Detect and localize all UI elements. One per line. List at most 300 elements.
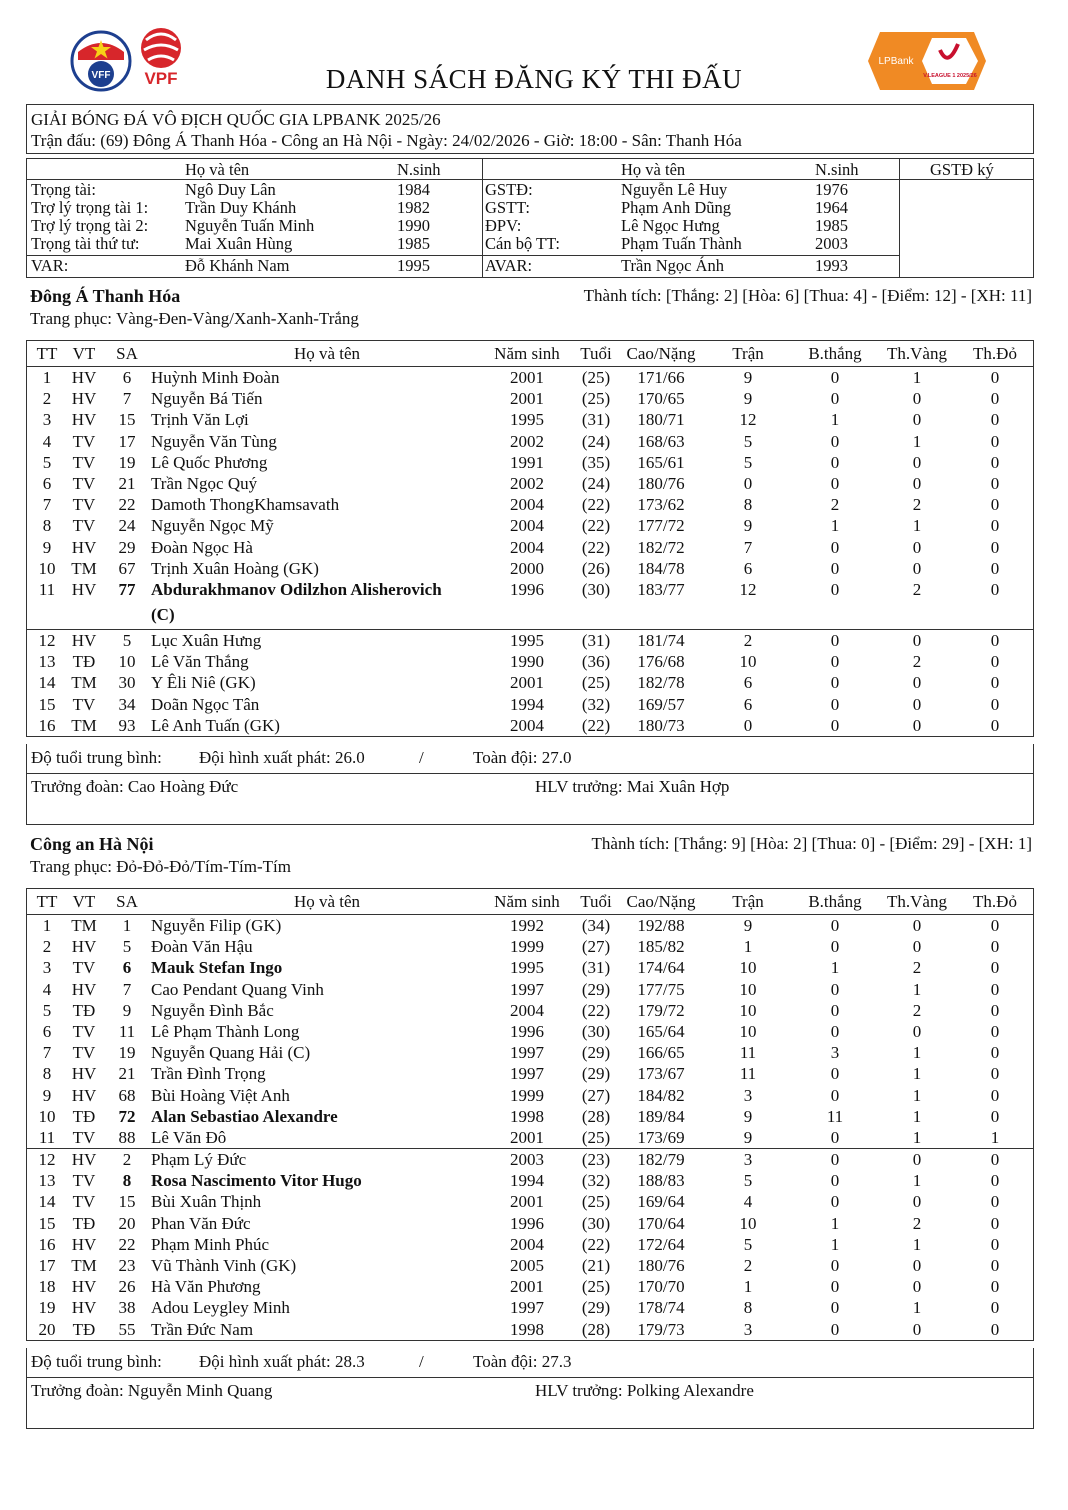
player-age: (25): [581, 673, 611, 693]
player-vt: TV: [72, 495, 96, 515]
player-name: Damoth ThongKhamsavath: [151, 495, 340, 515]
player-age: (21): [581, 1256, 611, 1275]
player-vt: TV: [72, 431, 96, 451]
player-red: 0: [990, 579, 1000, 599]
player-yellow: 1: [912, 368, 922, 387]
player-matches: 5: [743, 452, 753, 472]
player-goals: 0: [830, 579, 840, 599]
player-yellow: 0: [912, 473, 922, 493]
player-goals: 0: [830, 1127, 840, 1147]
player-age: (25): [581, 368, 611, 387]
player-yellow: 0: [912, 1150, 922, 1170]
player-red: 0: [990, 694, 1000, 714]
player-age: (31): [581, 631, 611, 651]
player-hw: 179/72: [637, 1000, 685, 1020]
player-age: (34): [581, 916, 611, 935]
player-goals: 0: [830, 673, 840, 693]
player-vt: HV: [71, 368, 97, 387]
starter-row: [27, 1127, 1033, 1148]
player-hw: 182/79: [637, 1150, 685, 1170]
player-goals: 0: [830, 652, 840, 672]
player-matches: 9: [743, 389, 753, 409]
player-hw: 165/61: [637, 452, 685, 472]
player-vt: TĐ: [72, 1213, 96, 1233]
player-tt: 20: [38, 1319, 56, 1339]
column-header-sa: SA: [116, 892, 138, 911]
player-name: Trần Đức Nam: [151, 1319, 254, 1339]
player-vt: TV: [72, 1192, 96, 1212]
official-birth: 1995: [397, 256, 430, 275]
player-birth: 1997: [510, 1043, 544, 1063]
player-yellow: 1: [912, 1085, 922, 1105]
official-name: Trần Duy Khánh: [185, 198, 297, 217]
official-name: Trần Ngọc Ánh: [621, 256, 724, 275]
official-birth: 1985: [815, 216, 848, 235]
team-1-roster: [26, 340, 1034, 737]
player-tt: 3: [42, 958, 52, 978]
avg-age-team: Toàn đội: 27.3: [473, 1352, 572, 1371]
player-hw: 173/62: [637, 495, 685, 515]
officials-header-name-right: Họ và tên: [621, 160, 686, 179]
starter-row: [27, 388, 1033, 409]
player-matches: 10: [739, 958, 757, 978]
player-name: Lê Văn Đô: [151, 1127, 227, 1147]
player-sa: 55: [118, 1319, 136, 1339]
player-birth: 2000: [510, 558, 544, 578]
player-tt: 2: [42, 389, 52, 409]
player-hw: 169/57: [637, 694, 685, 714]
player-tt: 10: [38, 1106, 56, 1126]
player-yellow: 0: [912, 1256, 922, 1275]
player-age: (24): [581, 473, 611, 493]
official-name: Nguyễn Lê Huy: [621, 180, 728, 199]
official-role: Trợ lý trọng tài 2:: [31, 216, 149, 235]
starter-row: [27, 1000, 1033, 1021]
player-matches: 9: [743, 368, 753, 387]
team-manager: Trưởng đoàn: Nguyễn Minh Quang: [31, 1381, 273, 1400]
player-hw: 169/64: [637, 1192, 685, 1212]
player-sa: 29: [118, 537, 136, 557]
team-1-name: Đông Á Thanh Hóa: [30, 286, 181, 306]
player-matches: 3: [743, 1085, 753, 1105]
player-sa: 1: [122, 916, 132, 935]
player-vt: HV: [71, 631, 97, 651]
player-age: (22): [581, 1234, 611, 1254]
player-yellow: 1: [912, 1171, 922, 1191]
player-tt: 6: [42, 1021, 52, 1041]
player-vt: HV: [71, 410, 97, 430]
player-goals: 1: [830, 516, 840, 536]
column-header-hw: Cao/Nặng: [626, 344, 696, 363]
official-name: Ngô Duy Lân: [185, 180, 276, 199]
player-name: Doãn Ngọc Tân: [151, 694, 260, 714]
player-yellow: 0: [912, 631, 922, 651]
player-yellow: 2: [912, 1213, 922, 1233]
player-name-suffix: (C): [151, 605, 175, 625]
avg-age-starting: Đội hình xuất phát: 26.0: [199, 748, 365, 767]
player-goals: 1: [830, 1213, 840, 1233]
player-red: 0: [990, 1106, 1000, 1126]
player-tt: 16: [38, 715, 56, 735]
column-header-red: Th.Đỏ: [973, 344, 1017, 363]
player-red: 0: [990, 516, 1000, 536]
team-1-staff: [26, 773, 1034, 825]
starter-row: [27, 494, 1033, 515]
player-age: (24): [581, 431, 611, 451]
player-sa: 2: [122, 1150, 132, 1170]
starter-row: [27, 558, 1033, 579]
player-matches: 2: [743, 631, 753, 651]
officials-header-sign: GSTĐ ký: [930, 160, 994, 179]
player-yellow: 0: [912, 1319, 922, 1339]
column-header-tt: TT: [36, 892, 58, 911]
player-yellow: 2: [912, 1000, 922, 1020]
official-role: GSTĐ:: [485, 180, 533, 199]
player-goals: 0: [830, 1171, 840, 1191]
starter-row: [27, 1085, 1033, 1106]
player-red: 0: [990, 958, 1000, 978]
substitute-row: [27, 1276, 1033, 1297]
player-goals: 0: [830, 389, 840, 409]
starter-row: [27, 915, 1033, 936]
player-red: 1: [990, 1127, 1000, 1147]
player-vt: TV: [72, 1021, 96, 1041]
official-role: Trọng tài:: [31, 180, 96, 199]
player-yellow: 0: [912, 1021, 922, 1041]
player-age: (25): [581, 1127, 611, 1147]
player-sa: 20: [118, 1213, 136, 1233]
starter-row: [27, 957, 1033, 978]
official-role: GSTT:: [485, 198, 531, 217]
player-age: (29): [581, 1298, 611, 1318]
team-2-record: Thành tích: [Thắng: 9] [Hòa: 2] [Thua: 0] - [Điểm: 29] - [XH: 1]: [591, 834, 1032, 853]
player-tt: 17: [38, 1256, 56, 1275]
substitute-row: [27, 1234, 1033, 1255]
player-yellow: 0: [912, 537, 922, 557]
player-birth: 1995: [510, 410, 544, 430]
team-manager: Trưởng đoàn: Cao Hoàng Đức: [31, 777, 239, 796]
player-vt: TĐ: [72, 1000, 96, 1020]
substitute-row: [27, 651, 1033, 672]
player-matches: 9: [743, 1127, 753, 1147]
official-role: ĐPV:: [485, 216, 522, 235]
player-name: Lê Quốc Phương: [151, 452, 268, 472]
player-vt: HV: [71, 1064, 97, 1084]
player-birth: 2004: [510, 516, 544, 536]
player-age: (35): [581, 452, 611, 472]
player-tt: 6: [42, 473, 52, 493]
player-age: (25): [581, 389, 611, 409]
player-age: (36): [581, 652, 611, 672]
player-name: Alan Sebastiao Alexandre: [151, 1106, 338, 1126]
column-header-sa: SA: [116, 344, 138, 363]
player-name: Phạm Minh Phúc: [151, 1234, 270, 1254]
player-birth: 2004: [510, 715, 544, 735]
player-yellow: 0: [912, 1192, 922, 1212]
column-header-birth: Năm sinh: [494, 892, 560, 911]
substitute-row: [27, 672, 1033, 693]
player-tt: 4: [42, 431, 52, 451]
substitute-row: [27, 630, 1033, 651]
player-vt: TV: [72, 452, 96, 472]
player-yellow: 1: [912, 1298, 922, 1318]
player-birth: 1997: [510, 1064, 544, 1084]
player-yellow: 0: [912, 389, 922, 409]
player-vt: HV: [71, 1150, 97, 1170]
avg-age-starting: Đội hình xuất phát: 28.3: [199, 1352, 365, 1371]
player-tt: 9: [42, 1085, 52, 1105]
player-tt: 13: [38, 1171, 56, 1191]
player-sa: 34: [118, 694, 136, 714]
player-name: Nguyễn Văn Tùng: [151, 431, 277, 451]
player-hw: 170/65: [637, 389, 685, 409]
column-header-matches: Trận: [732, 344, 764, 363]
player-vt: TĐ: [72, 1319, 96, 1339]
column-header-vt: VT: [72, 892, 96, 911]
player-matches: 10: [739, 1000, 757, 1020]
player-matches: 11: [739, 1043, 757, 1063]
vff-logo-text: VFF: [91, 70, 111, 81]
player-hw: 166/65: [637, 1043, 685, 1063]
player-hw: 181/74: [637, 631, 685, 651]
official-name: Đỗ Khánh Nam: [185, 256, 290, 275]
player-age: (31): [581, 958, 611, 978]
player-yellow: 1: [912, 1127, 922, 1147]
player-red: 0: [990, 1277, 1000, 1297]
avg-age-slash: /: [419, 1352, 424, 1371]
substitute-row: [27, 1319, 1033, 1340]
player-red: 0: [990, 1021, 1000, 1041]
player-name: Trần Đình Trọng: [151, 1064, 266, 1084]
player-name: Vũ Thành Vinh (GK): [151, 1256, 297, 1275]
player-birth: 1996: [510, 1021, 544, 1041]
player-red: 0: [990, 558, 1000, 578]
player-red: 0: [990, 1043, 1000, 1063]
player-sa: 38: [118, 1298, 136, 1318]
player-hw: 170/70: [637, 1277, 685, 1297]
player-goals: 0: [830, 537, 840, 557]
player-goals: 0: [830, 1150, 840, 1170]
match-info: [26, 104, 1034, 154]
player-matches: 1: [743, 937, 753, 957]
substitute-row: [27, 1255, 1033, 1276]
player-birth: 2004: [510, 1234, 544, 1254]
player-vt: TĐ: [72, 1106, 96, 1126]
player-red: 0: [990, 473, 1000, 493]
player-red: 0: [990, 410, 1000, 430]
starter-row: [27, 579, 1033, 600]
player-sa: 22: [118, 495, 136, 515]
player-name: Nguyễn Bá Tiến: [151, 389, 263, 409]
player-yellow: 1: [912, 1064, 922, 1084]
player-age: (32): [581, 694, 611, 714]
player-hw: 189/84: [637, 1106, 685, 1126]
player-vt: TM: [71, 1256, 97, 1275]
player-hw: 168/63: [637, 431, 685, 451]
player-tt: 5: [42, 1000, 52, 1020]
player-tt: 8: [42, 516, 52, 536]
player-red: 0: [990, 673, 1000, 693]
player-matches: 9: [743, 516, 753, 536]
player-sa: 24: [118, 516, 136, 536]
player-vt: TV: [72, 958, 96, 978]
player-age: (25): [581, 1192, 611, 1212]
player-age: (22): [581, 516, 611, 536]
official-birth: 1964: [815, 198, 848, 217]
starter-row: [27, 537, 1033, 558]
player-matches: 5: [743, 1234, 753, 1254]
vpf-logo-text: VPF: [144, 69, 178, 88]
player-matches: 11: [739, 1064, 757, 1084]
player-hw: 165/64: [637, 1021, 685, 1041]
player-goals: 0: [830, 368, 840, 387]
team-2-average-age: [26, 1348, 1034, 1378]
player-age: (27): [581, 937, 611, 957]
player-matches: 1: [743, 1277, 753, 1297]
player-red: 0: [990, 495, 1000, 515]
avg-age-label: Độ tuổi trung bình:: [31, 1352, 162, 1371]
player-name: Nguyễn Quang Hải (C): [151, 1043, 311, 1063]
player-goals: 0: [830, 452, 840, 472]
player-goals: 11: [826, 1106, 844, 1126]
player-goals: 1: [830, 958, 840, 978]
player-matches: 8: [743, 495, 753, 515]
player-hw: 182/72: [637, 537, 685, 557]
player-hw: 185/82: [637, 937, 685, 957]
player-yellow: 1: [912, 1234, 922, 1254]
column-header-matches: Trận: [732, 892, 764, 911]
player-goals: 0: [830, 631, 840, 651]
player-red: 0: [990, 937, 1000, 957]
player-name: Mauk Stefan Ingo: [151, 958, 283, 978]
player-vt: HV: [71, 937, 97, 957]
player-tt: 1: [42, 368, 52, 387]
player-yellow: 2: [912, 495, 922, 515]
player-birth: 1995: [510, 631, 544, 651]
player-yellow: 0: [912, 937, 922, 957]
player-birth: 1996: [510, 579, 544, 599]
player-birth: 1992: [510, 916, 544, 935]
player-goals: 1: [830, 1234, 840, 1254]
player-vt: HV: [71, 1234, 97, 1254]
player-goals: 0: [830, 916, 840, 935]
player-birth: 1998: [510, 1319, 544, 1339]
player-sa: 30: [118, 673, 136, 693]
player-sa: 7: [122, 979, 132, 999]
column-header-hw: Cao/Nặng: [626, 892, 696, 911]
player-tt: 4: [42, 979, 52, 999]
player-name: Lê Anh Tuấn (GK): [151, 715, 280, 735]
player-sa: 6: [122, 958, 132, 978]
player-tt: 11: [38, 1127, 56, 1147]
player-matches: 4: [743, 1192, 753, 1212]
player-name: Đoàn Văn Hậu: [151, 937, 253, 957]
starter-row: [27, 367, 1033, 388]
player-sa: 19: [118, 1043, 136, 1063]
player-birth: 2001: [510, 673, 544, 693]
player-matches: 10: [739, 1213, 757, 1233]
substitute-row: [27, 1170, 1033, 1191]
player-sa: 5: [122, 631, 132, 651]
player-tt: 18: [38, 1277, 56, 1297]
player-red: 0: [990, 452, 1000, 472]
player-sa: 5: [122, 937, 132, 957]
player-age: (22): [581, 715, 611, 735]
substitute-row: [27, 1191, 1033, 1212]
player-yellow: 0: [912, 694, 922, 714]
player-vt: HV: [71, 1277, 97, 1297]
player-hw: 180/71: [637, 410, 685, 430]
player-sa: 23: [118, 1256, 136, 1275]
player-goals: 0: [830, 979, 840, 999]
substitute-row: [27, 715, 1033, 736]
player-yellow: 0: [912, 916, 922, 935]
player-matches: 10: [739, 652, 757, 672]
player-name: Trần Ngọc Quý: [151, 473, 258, 493]
official-name: Phạm Tuấn Thành: [621, 234, 742, 253]
column-header-tt: TT: [36, 344, 58, 363]
player-hw: 178/74: [637, 1298, 685, 1318]
team-2-kit: Trang phục: Đỏ-Đỏ-Đỏ/Tím-Tím-Tím: [30, 857, 291, 876]
player-red: 0: [990, 715, 1000, 735]
player-sa: 68: [118, 1085, 136, 1105]
player-birth: 2002: [510, 473, 544, 493]
player-tt: 3: [42, 410, 52, 430]
player-age: (30): [581, 1213, 611, 1233]
player-hw: 174/64: [637, 958, 685, 978]
player-birth: 1994: [510, 694, 544, 714]
player-red: 0: [990, 1000, 1000, 1020]
player-red: 0: [990, 1064, 1000, 1084]
official-role: VAR:: [31, 256, 69, 275]
player-name: Adou Leygley Minh: [151, 1298, 290, 1318]
player-birth: 1994: [510, 1171, 544, 1191]
player-sa: 8: [122, 1171, 132, 1191]
player-yellow: 0: [912, 715, 922, 735]
player-yellow: 1: [912, 979, 922, 999]
player-sa: 9: [122, 1000, 132, 1020]
player-red: 0: [990, 368, 1000, 387]
player-name: Trịnh Xuân Hoàng (GK): [151, 558, 319, 578]
player-yellow: 0: [912, 452, 922, 472]
starter-row: [27, 979, 1033, 1000]
player-goals: 0: [830, 1085, 840, 1105]
player-goals: 0: [830, 558, 840, 578]
player-goals: 2: [830, 495, 840, 515]
player-vt: HV: [71, 979, 97, 999]
player-hw: 183/77: [637, 579, 685, 599]
player-tt: 10: [38, 558, 56, 578]
column-header-yellow: Th.Vàng: [887, 344, 947, 363]
player-red: 0: [990, 389, 1000, 409]
player-tt: 1: [42, 916, 52, 935]
player-matches: 10: [739, 979, 757, 999]
starter-row: [27, 515, 1033, 536]
match-details: Trận đấu: (69) Đông Á Thanh Hóa - Công an Hà Nội - Ngày: 24/02/2026 - Giờ: 18:00 - Sân: Thanh Hóa: [31, 131, 742, 150]
player-hw: 180/73: [637, 715, 685, 735]
player-birth: 1997: [510, 1298, 544, 1318]
player-matches: 3: [743, 1150, 753, 1170]
player-birth: 2003: [510, 1150, 544, 1170]
player-matches: 10: [739, 1021, 757, 1041]
player-sa: 22: [118, 1234, 136, 1254]
team-1-record: Thành tích: [Thắng: 2] [Hòa: 6] [Thua: 4] - [Điểm: 12] - [XH: 11]: [583, 286, 1032, 305]
player-red: 0: [990, 1298, 1000, 1318]
player-name: Lê Phạm Thành Long: [151, 1021, 300, 1041]
player-yellow: 0: [912, 410, 922, 430]
player-hw: 172/64: [637, 1234, 685, 1254]
column-header-vt: VT: [72, 344, 96, 363]
